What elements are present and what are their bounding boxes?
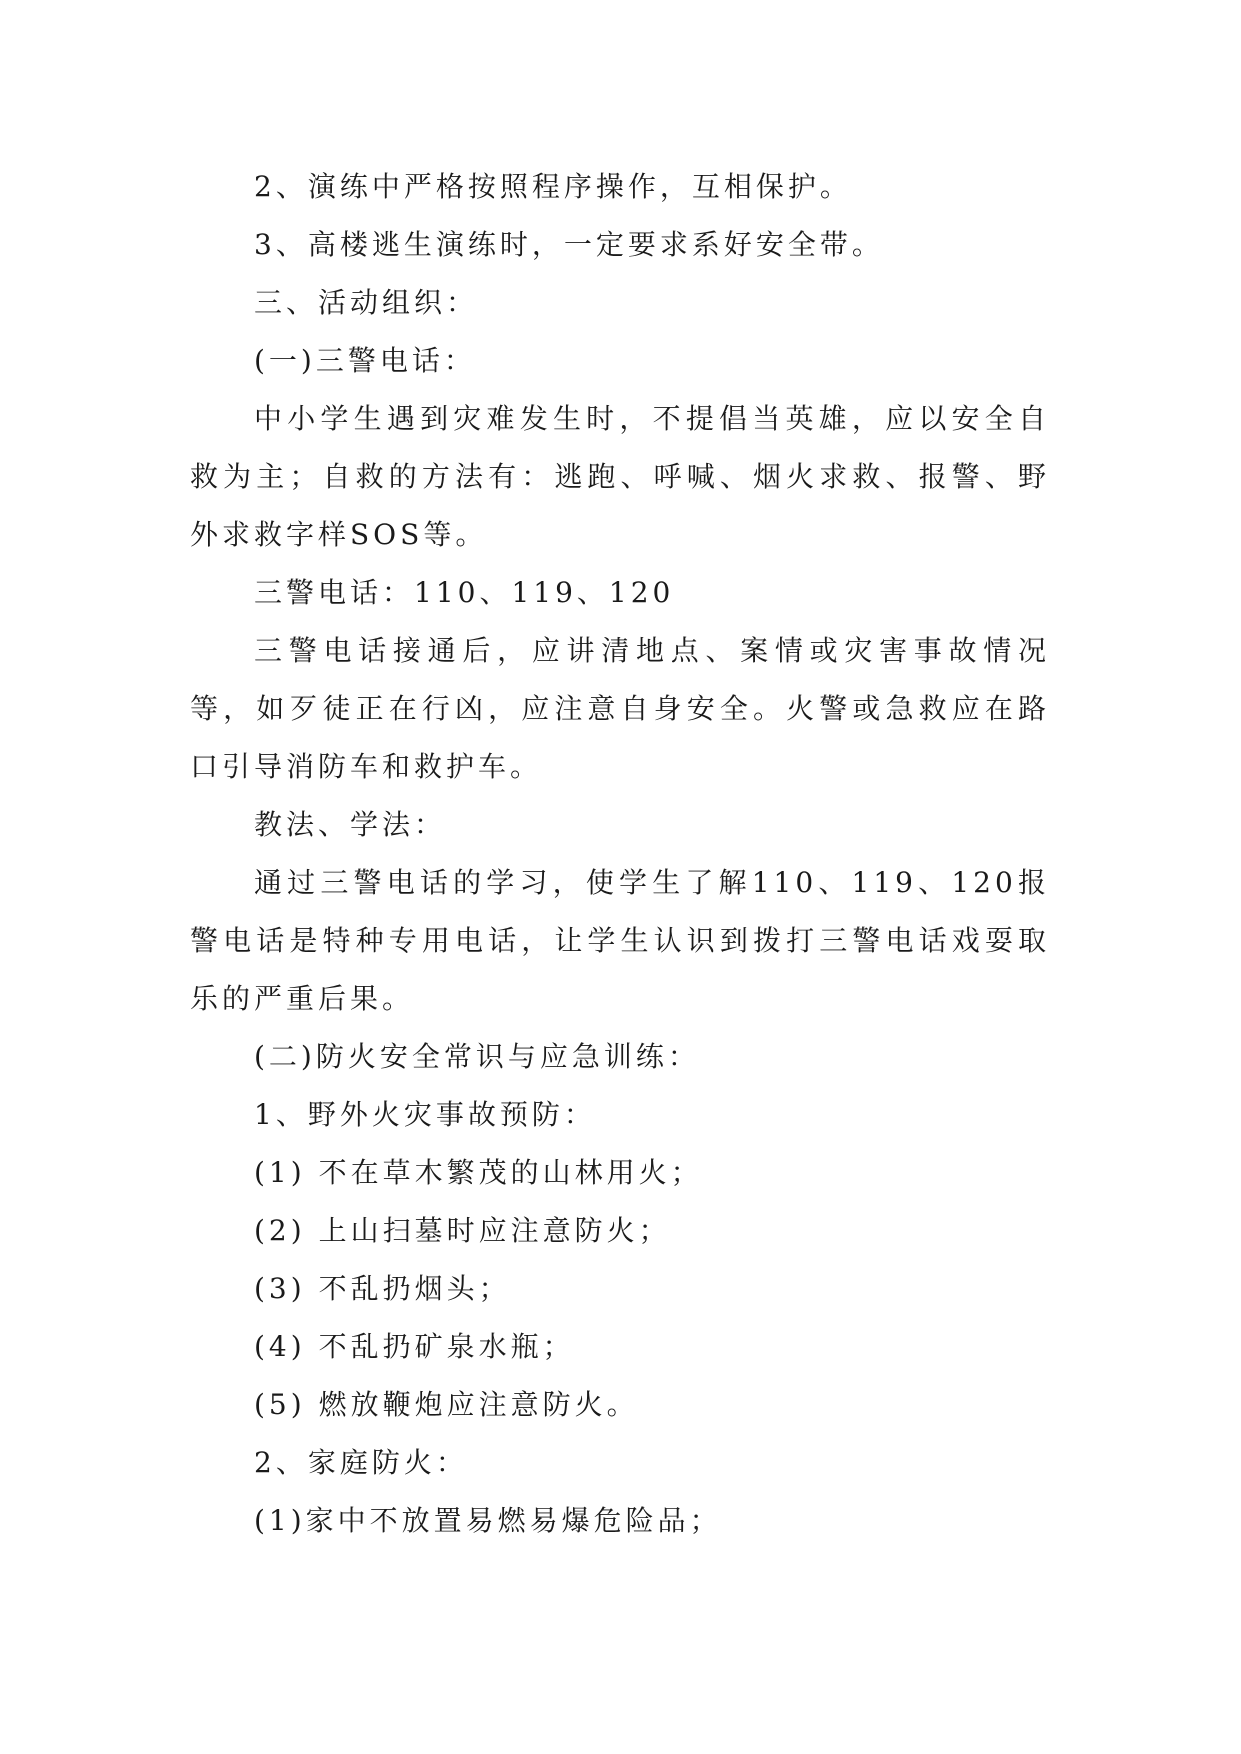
list-item-outdoor-5: (5) 燃放鞭炮应注意防火。	[254, 1388, 639, 1421]
paragraph-emergency-numbers: 三警电话：110、119、120	[254, 576, 675, 609]
paragraph-teaching-method-heading: 教法、学法：	[254, 808, 447, 841]
paragraph-self-rescue: 中小学生遇到灾难发生时，不提倡当英雄，应以安全自救为主；自救的方法有：逃跑、呼喊、烟火求救、报警、野外求救字样SOS等。	[190, 402, 1050, 551]
paragraph-item-3: 3、高楼逃生演练时，一定要求系好安全带。	[254, 228, 884, 261]
section-heading-activity-organization: 三、活动组织：	[254, 286, 479, 319]
paragraph-call-guidance: 三警电话接通后，应讲清地点、案情或灾害事故情况等，如歹徒正在行凶，应注意自身安全。火警或急救应在路口引导消防车和救护车。	[190, 634, 1050, 783]
paragraph-home-fire-heading: 2、家庭防火：	[254, 1446, 468, 1479]
list-item-home-1: (1)家中不放置易燃易爆危险品；	[254, 1504, 722, 1537]
paragraph-item-2: 2、演练中严格按照程序操作，互相保护。	[254, 170, 852, 203]
list-item-outdoor-1: (1) 不在草木繁茂的山林用火；	[254, 1156, 703, 1189]
subsection-heading-fire-safety: (二)防火安全常识与应急训练：	[254, 1040, 700, 1073]
paragraph-outdoor-fire-heading: 1、野外火灾事故预防：	[254, 1098, 596, 1131]
document-body	[190, 158, 1050, 1550]
subsection-heading-three-emergency-numbers: (一)三警电话：	[254, 344, 476, 377]
list-item-outdoor-2: (2) 上山扫墓时应注意防火；	[254, 1214, 671, 1247]
list-item-outdoor-4: (4) 不乱扔矿泉水瓶；	[254, 1330, 575, 1363]
list-item-outdoor-3: (3) 不乱扔烟头；	[254, 1272, 511, 1305]
paragraph-teaching-method: 通过三警电话的学习，使学生了解110、119、120报警电话是特种专用电话，让学生认识到拨打三警电话戏耍取乐的严重后果。	[190, 866, 1050, 1015]
